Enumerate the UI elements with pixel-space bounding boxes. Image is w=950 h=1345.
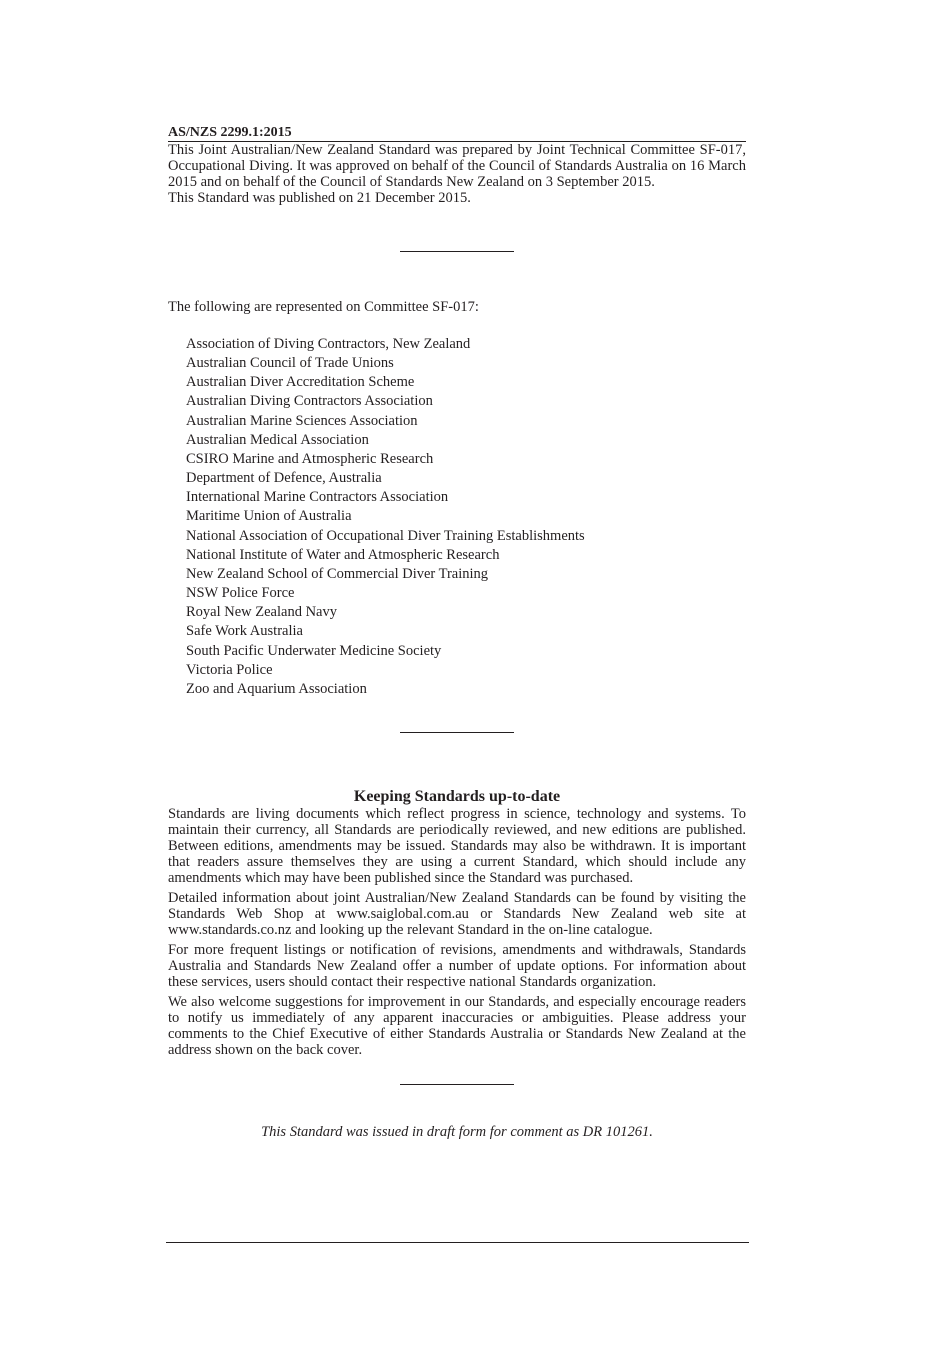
- document-page: [168, 125, 746, 1140]
- committee-member: Australian Diving Contractors Association: [186, 393, 433, 410]
- preparation-paragraph: This Joint Australian/New Zealand Standard was prepared by Joint Technical Committee SF-017, Occupational Diving. It was approved on behalf of the Council of Standards Australia on 16 March 2015 and on behalf of the Council of Standards New Zealand on 3 September 2015.: [168, 142, 746, 190]
- keeping-standards-title: Keeping Standards up-to-date: [353, 787, 561, 805]
- committee-member: Victoria Police: [186, 661, 273, 678]
- committee-member: NSW Police Force: [186, 585, 295, 602]
- committee-member: New Zealand School of Commercial Diver Training: [186, 565, 489, 582]
- keeping-standards-body: [168, 806, 746, 1058]
- committee-member: International Marine Contractors Association: [186, 489, 449, 506]
- committee-member: Zoo and Aquarium Association: [186, 680, 367, 697]
- standard-number: AS/NZS 2299.1:2015: [168, 125, 746, 142]
- footer-rule: [166, 1242, 749, 1243]
- committee-member: National Institute of Water and Atmospheric Research: [186, 546, 500, 563]
- committee-member: Association of Diving Contractors, New Zealand: [186, 336, 471, 352]
- committee-member: Royal New Zealand Navy: [186, 604, 337, 621]
- body-paragraph: Standards are living documents which reflect progress in science, technology and systems. To maintain their currency, all Standards are periodically reviewed, and new editions are published. Between editions, amendments may be issued. Standards may also be withdrawn. It is important that readers assure themselves they are using a current Standard, which should include any amendments which may have been published since the Standard was purchased.: [168, 805, 746, 886]
- committee-intro: The following are represented on Committee SF-017:: [168, 299, 479, 315]
- committee-member: Department of Defence, Australia: [186, 470, 382, 487]
- committee-member: Australian Marine Sciences Association: [186, 412, 418, 429]
- committee-member: CSIRO Marine and Atmospheric Research: [186, 450, 434, 467]
- body-paragraph: For more frequent listings or notification of revisions, amendments and withdrawals, Standards Australia and Standards New Zealand offer a number of update options. For information about these services, users should contact their respective national Standards organization.: [168, 941, 746, 990]
- committee-member: Australian Medical Association: [186, 431, 369, 448]
- committee-member: National Association of Occupational Diver Training Establishments: [186, 527, 585, 544]
- body-paragraph: Detailed information about joint Australian/New Zealand Standards can be found by visiting the Standards Web Shop at www.saiglobal.com.au or Standards New Zealand web site at www.standards.co.nz and looking up the relevant Standard in the on-line catalogue.: [168, 889, 746, 938]
- committee-member: South Pacific Underwater Medicine Society: [186, 642, 442, 659]
- body-paragraph: We also welcome suggestions for improvement in our Standards, and especially encourage readers to notify us immediately of any apparent inaccuracies or ambiguities. Please address your comments to the Chief Executive of either Standards Australia or Standards New Zealand at the address shown on the back cover.: [168, 993, 746, 1058]
- committee-member: Safe Work Australia: [186, 623, 303, 640]
- draft-note: This Standard was issued in draft form for comment as DR 101261.: [261, 1123, 653, 1140]
- committee-member: Australian Council of Trade Unions: [186, 355, 394, 372]
- committee-member: Maritime Union of Australia: [186, 508, 352, 525]
- committee-member: Australian Diver Accreditation Scheme: [186, 374, 415, 391]
- committee-member-list: [168, 335, 746, 699]
- publication-paragraph: This Standard was published on 21 December 2015.: [168, 190, 471, 206]
